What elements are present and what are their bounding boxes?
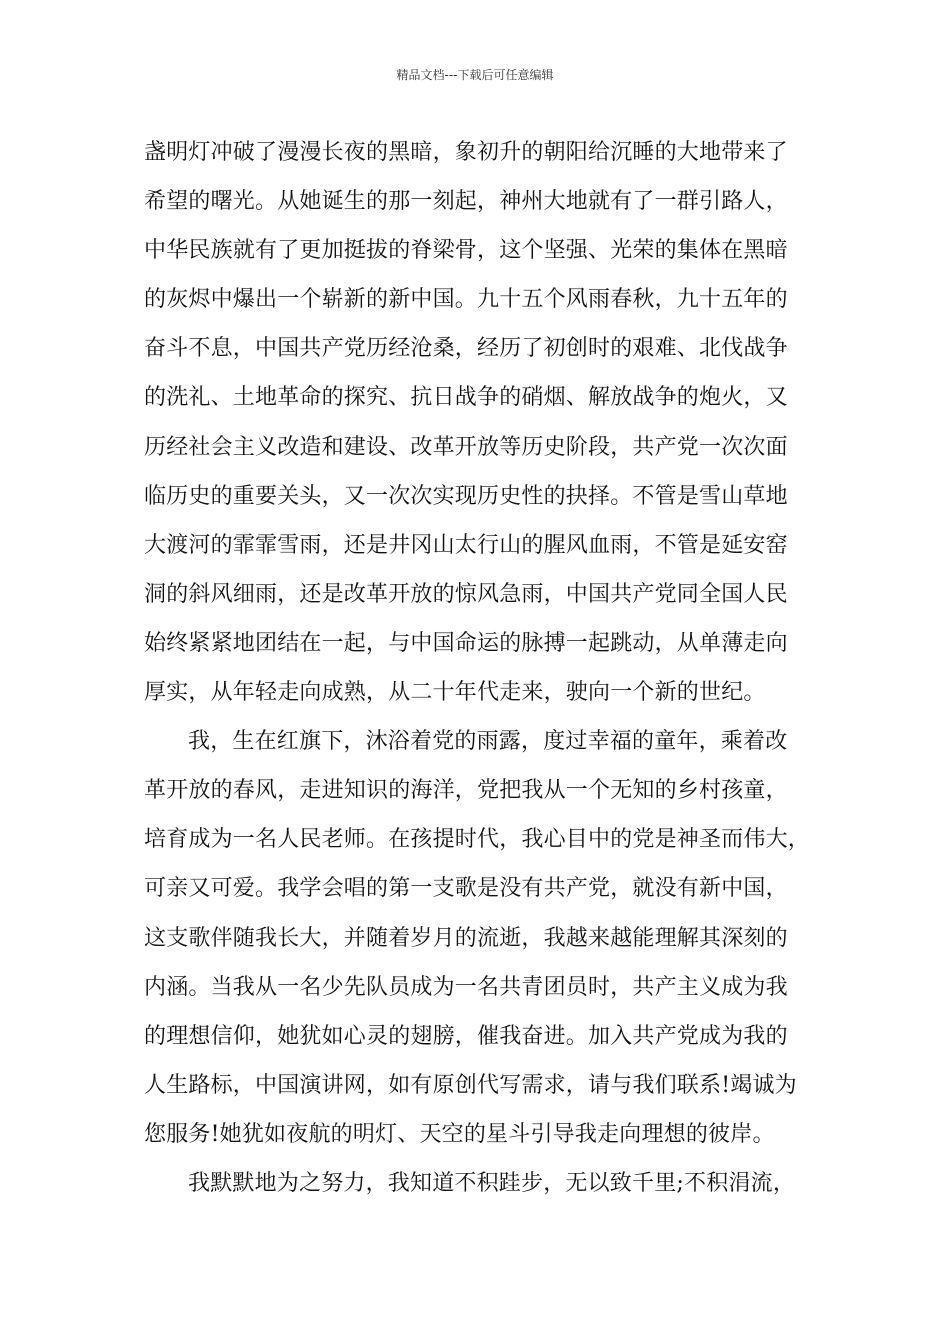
text-line: 洞的斜风细雨，还是改革开放的惊风急雨，中国共产党同全国人民 bbox=[144, 581, 788, 607]
text-line: 临历史的重要关头，又一次次实现历史性的抉择。不管是雪山草地 bbox=[144, 483, 788, 509]
text-line: 的灰烬中爆出一个崭新的新中国。九十五个风雨春秋，九十五年的 bbox=[144, 287, 788, 313]
text-line: 人生路标，中国演讲网，如有原创代写需求，请与我们联系!竭诚为 bbox=[144, 1072, 797, 1098]
text-line: 的理想信仰，她犹如心灵的翅膀，催我奋进。加入共产党成为我的 bbox=[144, 1023, 788, 1049]
page-header: 精品文档---下载后可任意编辑 bbox=[396, 68, 554, 82]
text-line: 奋斗不息，中国共产党历经沧桑，经历了初创时的艰难、北伐战争 bbox=[144, 336, 788, 362]
text-line: 中华民族就有了更加挺拔的脊梁骨，这个坚强、光荣的集体在黑暗 bbox=[144, 238, 788, 264]
text-line: 始终紧紧地团结在一起，与中国命运的脉搏一起跳动，从单薄走向 bbox=[144, 630, 788, 656]
text-line: 盏明灯冲破了漫漫长夜的黑暗，象初升的朝阳给沉睡的大地带来了 bbox=[144, 140, 788, 165]
text-line: 大渡河的霏霏雪雨，还是井冈山太行山的腥风血雨，不管是延安窑 bbox=[144, 532, 788, 558]
paragraph-first-line: 我，生在红旗下，沐浴着党的雨露，度过幸福的童年，乘着改 bbox=[188, 729, 788, 755]
text-line: 这支歌伴随我长大，并随着岁月的流逝，我越来越能理解其深刻的 bbox=[144, 925, 788, 951]
text-line: 培育成为一名人民老师。在孩提时代，我心目中的党是神圣而伟大， bbox=[144, 827, 811, 853]
text-line: 革开放的春风，走进知识的海洋，党把我从一个无知的乡村孩童， bbox=[144, 778, 788, 804]
text-line: 可亲又可爱。我学会唱的第一支歌是没有共产党，就没有新中国， bbox=[144, 876, 788, 902]
text-line: 希望的曙光。从她诞生的那一刻起，神州大地就有了一群引路人， bbox=[144, 189, 788, 215]
text-line: 厚实，从年轻走向成熟，从二十年代走来，驶向一个新的世纪。 bbox=[144, 680, 766, 706]
paragraph-first-line: 我默默地为之努力，我知道不积跬步，无以致千里;不积涓流， bbox=[188, 1170, 796, 1196]
text-line: 内涵。当我从一名少先队员成为一名共青团员时，共产主义成为我 bbox=[144, 974, 788, 1000]
text-line: 您服务!她犹如夜航的明灯、天空的星斗引导我走向理想的彼岸。 bbox=[144, 1121, 775, 1147]
text-line: 的洗礼、土地革命的探究、抗日战争的硝烟、解放战争的炮火，又 bbox=[144, 385, 788, 411]
body-text bbox=[144, 128, 824, 1208]
text-line: 历经社会主义改造和建设、改革开放等历史阶段，共产党一次次面 bbox=[144, 434, 788, 460]
